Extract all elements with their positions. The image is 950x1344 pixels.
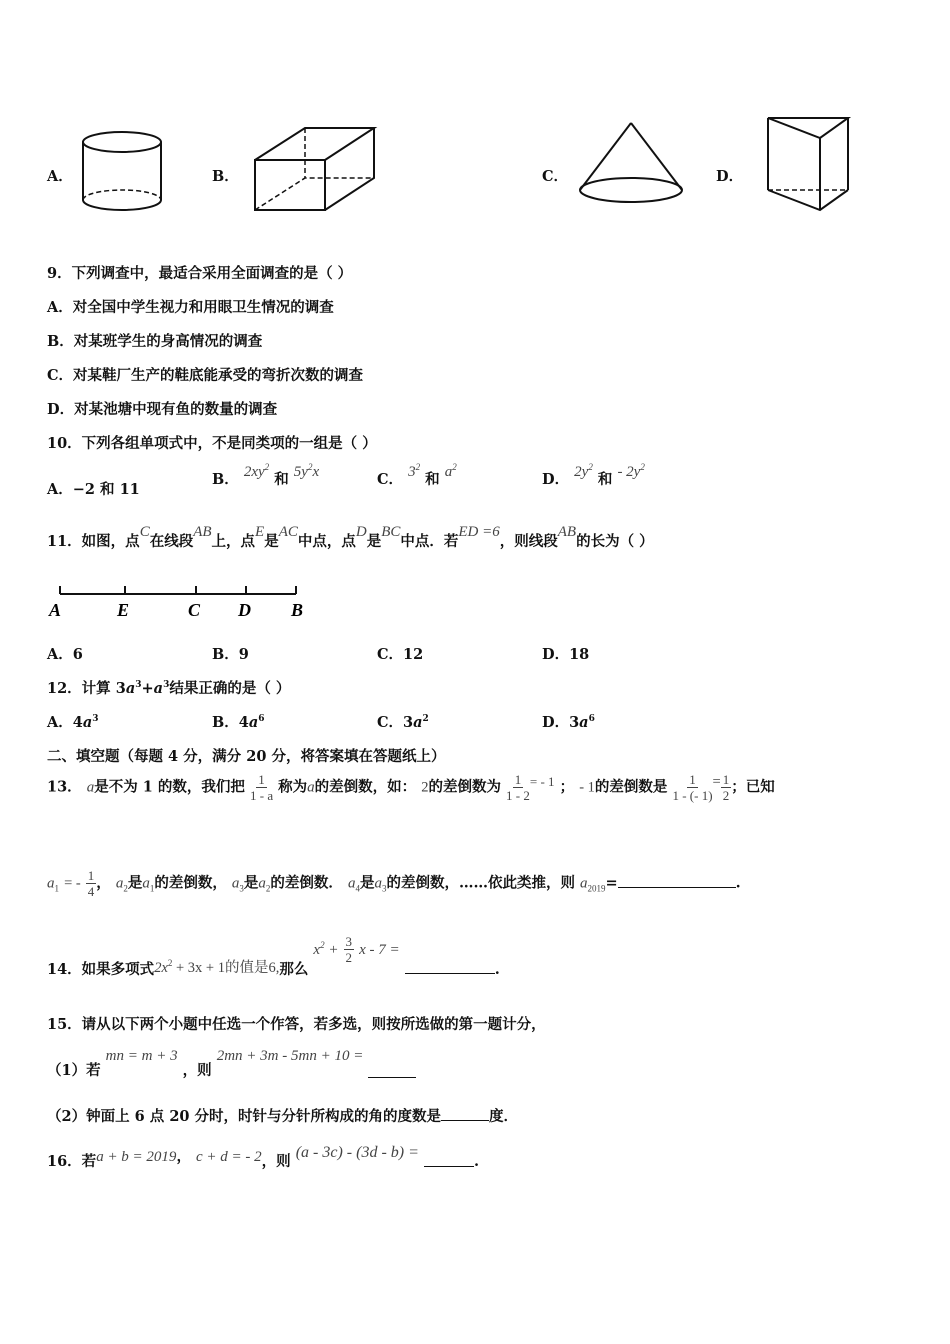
q12-option-b: B．$4a^6$ [212, 714, 265, 731]
q13-answer-blank[interactable] [618, 873, 736, 888]
q11-option-a: A．6 [47, 646, 83, 663]
q8-option-c-label: C． [542, 168, 569, 185]
q9-stem: 9．下列调查中，最适合采用全面调查的是（ ） [47, 265, 353, 282]
q11-option-b: B．9 [212, 646, 249, 663]
q9-option-c: C．对某鞋厂生产的鞋底能承受的弯折次数的调查 [47, 367, 364, 384]
q15-part1: （1）若 mn = m + 3 ，则 2mn + 3m - 5mn + 10 = [47, 1044, 416, 1065]
cylinder-figure [78, 128, 170, 216]
q15-part2-answer-blank[interactable] [441, 1106, 489, 1121]
q15-part1-answer-blank[interactable] [368, 1063, 416, 1078]
cuboid-figure [250, 124, 380, 216]
segment-figure [46, 582, 316, 622]
point-a-label: A [49, 600, 62, 620]
q12-option-c: C．$3a^2$ [377, 714, 429, 731]
q10-stem: 10．下列各组单项式中，不是同类项的一组是（ ） [47, 435, 377, 452]
q13-line1: 13． a是不为 1 的数，我们把 $\frac{1}{1 - a}$ 称为a的差倒数，如： 2的差倒数为 $\frac{1}{1 - 2}$ = - 1 ； - 1的差倒数是 $\frac{1}{1 - (- 1)}$ = $\frac{1}{2}$ ；已知 [47, 772, 775, 803]
q14-stem: 14．如果多项式$2x^2 + 3x + 1$的值是6,那么 $x^2$ + $\frac{3}{2}$ x - 7 = . [47, 934, 500, 978]
q10-option-d: D． $2y^2$ 和 - $2y^2$ [542, 462, 645, 488]
q10-option-a: A．−2 和 11 [47, 481, 140, 498]
q12-option-a: A．$4a^3$ [47, 714, 99, 731]
q8-option-d-label: D． [716, 168, 744, 185]
q9-option-d: D．对某池塘中现有鱼的数量的调查 [47, 401, 278, 418]
q12-stem: 12．计算 $3a^3+a^3$结果正确的是（ ） [47, 680, 291, 697]
q9-option-a: A．对全国中学生视力和用眼卫生情况的调查 [47, 299, 334, 316]
point-c-label: C [188, 600, 201, 620]
q11-stem: 11．如图，点C在线段AB上，点E是AC中点，点D是BC中点．若ED =6，则线段AB的长为（ ） [47, 524, 654, 550]
q16-stem: 16．若a + b = 2019， c + d = - 2，则 (a - 3c) - (3d - b) = . [47, 1144, 480, 1170]
cone-figure [574, 118, 688, 210]
point-b-label: B [291, 600, 304, 620]
section-2-heading: 二、填空题（每题 4 分，满分 20 分，将答案填在答题纸上） [47, 748, 446, 765]
q8-option-b-label: B． [212, 168, 239, 185]
q15-stem: 15．请从以下两个小题中任选一个作答，若多选，则按所选做的第一题计分， [47, 1016, 546, 1033]
q11-option-c: C．12 [377, 646, 424, 663]
q10-option-b: B． $2xy^2$ 和 $5y^2x$ [212, 462, 320, 488]
q12-option-d: D．$3a^6$ [542, 714, 595, 731]
point-e-label: E [117, 600, 130, 620]
q9-option-b: B．对某班学生的身高情况的调查 [47, 333, 263, 350]
prism-figure [762, 112, 858, 216]
q13-line2: $a_1$ = - $\frac{1}{4}$ ， $a_2$是$a_1$的差倒数， $a_3$是$a_2$的差倒数． $a_4$是$a_3$的差倒数，……依此类推，则 $a_{2019}=$ . [47, 868, 741, 899]
q15-part2: （2）钟面上 6 点 20 分时，时针与分针所构成的角的度数是 度． [47, 1108, 519, 1125]
q10-option-c: C． $3^2$ 和 $a^2$ [377, 462, 457, 488]
q16-answer-blank[interactable] [424, 1152, 474, 1167]
q14-answer-blank[interactable] [405, 959, 495, 974]
q8-option-a-label: A． [47, 168, 73, 185]
point-d-label: D [238, 600, 251, 620]
q11-option-d: D．18 [542, 646, 590, 663]
